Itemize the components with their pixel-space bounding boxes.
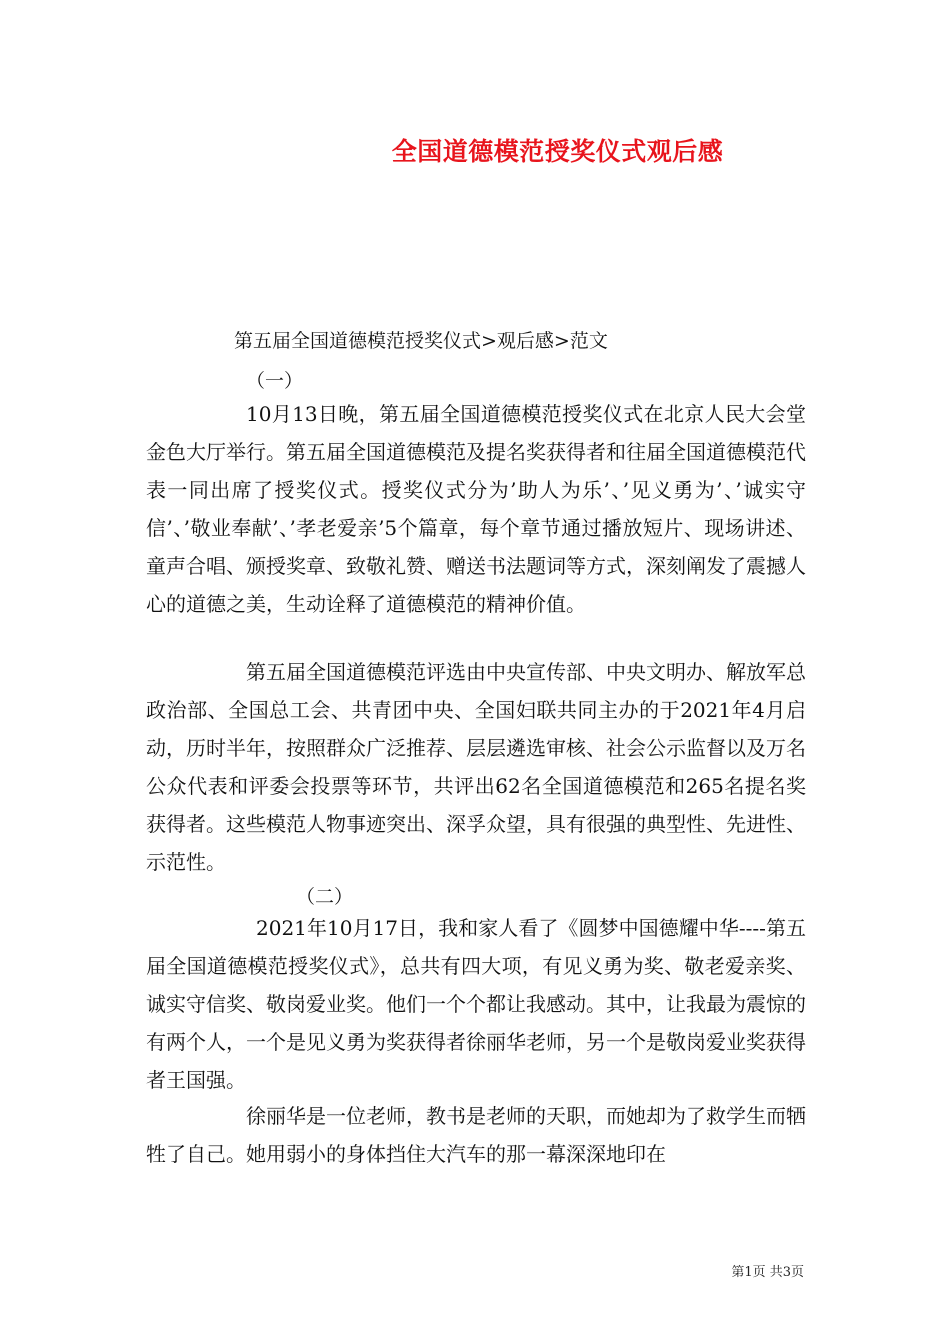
paragraph-4: 徐丽华是一位老师，教书是老师的天职，而她却为了救学生而牺牲了自己。她用弱小的身体挡住大汽车的那一幕深深地印在 bbox=[146, 1104, 806, 1166]
section-1-label: （一） bbox=[246, 370, 304, 392]
document-title: 全国道德模范授奖仪式观后感 bbox=[391, 137, 724, 166]
paragraph-3: 2021年10月17日，我和家人看了《圆梦中国德耀中华----第五届全国道德模范授奖仪式》，总共有四大项，有见义勇为奖、敬老爱亲奖、诚实守信奖、敬岗爱业奖。他们一个个都让我感动。其中，让我最为震惊的有两个人，一个是见义勇为奖获得者徐丽华老师，另一个是敬岗爱业奖获得者王国强。 bbox=[146, 916, 806, 1092]
page-number-footer: 第1页 共3页 bbox=[731, 1265, 804, 1280]
paragraph-1: 10月13日晚，第五届全国道德模范授奖仪式在北京人民大会堂金色大厅举行。第五届全国道德模范及提名奖获得者和往届全国道德模范代表一同出席了授奖仪式。授奖仪式分为’助人为乐’、’见义勇为’、’诚实守信’、’敬业奉献’、’孝老爱亲’5个篇章，每个章节通过播放短片、现场讲述、童声合唱、颁授奖章、致敬礼赞、赠送书法题词等方式，深刻阐发了震撼人心的道德之美，生动诠释了道德模范的精神价值。 bbox=[146, 402, 806, 616]
document-subtitle: 第五届全国道德模范授奖仪式>观后感>范文 bbox=[234, 330, 608, 352]
section-2-label: （二） bbox=[296, 886, 354, 908]
paragraph-2: 第五届全国道德模范评选由中央宣传部、中央文明办、解放军总政治部、全国总工会、共青团中央、全国妇联共同主办的于2021年4月启动，历时半年，按照群众广泛推荐、层层遴选审核、社会公示监督以及万名公众代表和评委会投票等环节，共评出62名全国道德模范和265名提名奖获得者。这些模范人物事迹突出、深孚众望，具有很强的典型性、先进性、示范性。 bbox=[146, 660, 806, 874]
